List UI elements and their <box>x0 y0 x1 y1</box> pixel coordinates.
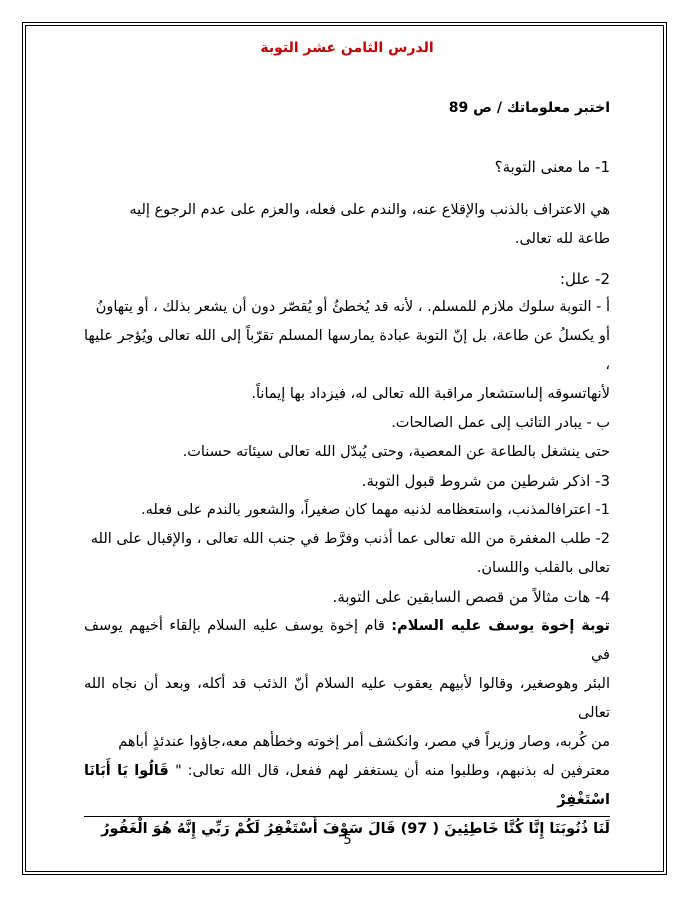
story-title: توبة إخوة يوسف عليه السلام: <box>391 618 610 634</box>
condition-1: 1- اعترافالمذنب، واستعظامه لذنبه مهما كان صغيراً، والشعور بالندم على فعله. <box>141 502 610 518</box>
verse-line-2: لَنَا ذُنُوبَنَا إِنَّا كُنَّا خَاطِئِينَ ( 97) قَالَ سَوْفَ أَسْتَغْفِرُ لَكُمْ رَبِّي إِنَّهُ هُوَ الْغَفُورُ <box>101 821 610 837</box>
page-number: 5 <box>343 833 352 848</box>
question-1: 1- ما معنى التوبة؟ <box>494 158 610 176</box>
question-2: 2- علل: <box>559 270 610 288</box>
footer-divider <box>84 816 610 817</box>
condition-2-line-1: 2- طلب المغفرة من الله تعالى عما أذنب وفرَّط في جنب الله تعالى ، والإقبال على الله <box>90 531 610 547</box>
question-3: 3- اذكر شرطين من شروط قبول التوبة. <box>361 472 610 490</box>
story-line-4 <box>84 757 610 815</box>
lesson-title: الدرس الثامن عشر التوبة <box>260 40 434 56</box>
document-body <box>84 40 610 844</box>
section-heading: اختبر معلوماتك / ص 89 <box>448 100 610 116</box>
verse-part-1: قَالُوا يَا أَبَانَا اسْتَغْفِرْ <box>84 763 610 808</box>
answer-2a-line-3: لأنهاتسوقه إلىاستشعار مراقبة الله تعالى له، فيزداد بها إيماناً. <box>251 386 610 402</box>
story-line-3: من كُربه، وصار وزيراً في مصر، وانكشف أمر إخوته وخطأهم معه،جاؤوا عندئذٍ أباهم <box>118 734 610 750</box>
story-line-4-text: معترفين له بذنبهم، وطلبوا منه أن يستغفر لهم ففعل، قال الله تعالى: " <box>175 763 611 779</box>
story-line-1-text: قام إخوة يوسف عليه السلام بإلقاء أخيهم يوسف في <box>84 618 610 663</box>
answer-1-line-1: هي الاعتراف بالذنب والإقلاع عنه، والندم على فعله، والعزم على عدم الرجوع إليه <box>129 202 610 218</box>
condition-2-line-2: تعالى بالقلب واللسان. <box>476 560 610 576</box>
answer-1-line-2: طاعة لله تعالى. <box>514 231 610 247</box>
question-4: 4- هات مثالاً من قصص السابقين على التوبة. <box>332 588 610 606</box>
answer-2b-line-2: حتى ينشغل بالطاعة عن المعصية، وحتى يُبدّل الله تعالى سيئاته حسنات. <box>182 444 610 460</box>
answer-2b-line-1: ب - يبادر التائب إلى عمل الصالحات. <box>391 415 610 431</box>
story-line-2: البئر وهوصغير، وقالوا لأبيهم يعقوب عليه السلام أنّ الذئب قد أكله، وبعد أن نجاه الله تعالى <box>84 676 610 721</box>
answer-2a-line-1: أ - التوبة سلوك ملازم للمسلم. ، لأنه قد يُخطئُ أو يُقصّر دون أن يشعر بذلك ، أو يتهاونُ <box>95 299 610 315</box>
story-line-1 <box>84 612 610 670</box>
answer-2a-line-2: أو يكسلُ عن طاعة، بل إنّ التوبة عبادة يمارسها المسلم تقرّباً إلى الله تعالى ويُؤجر عليها ، <box>84 328 610 373</box>
